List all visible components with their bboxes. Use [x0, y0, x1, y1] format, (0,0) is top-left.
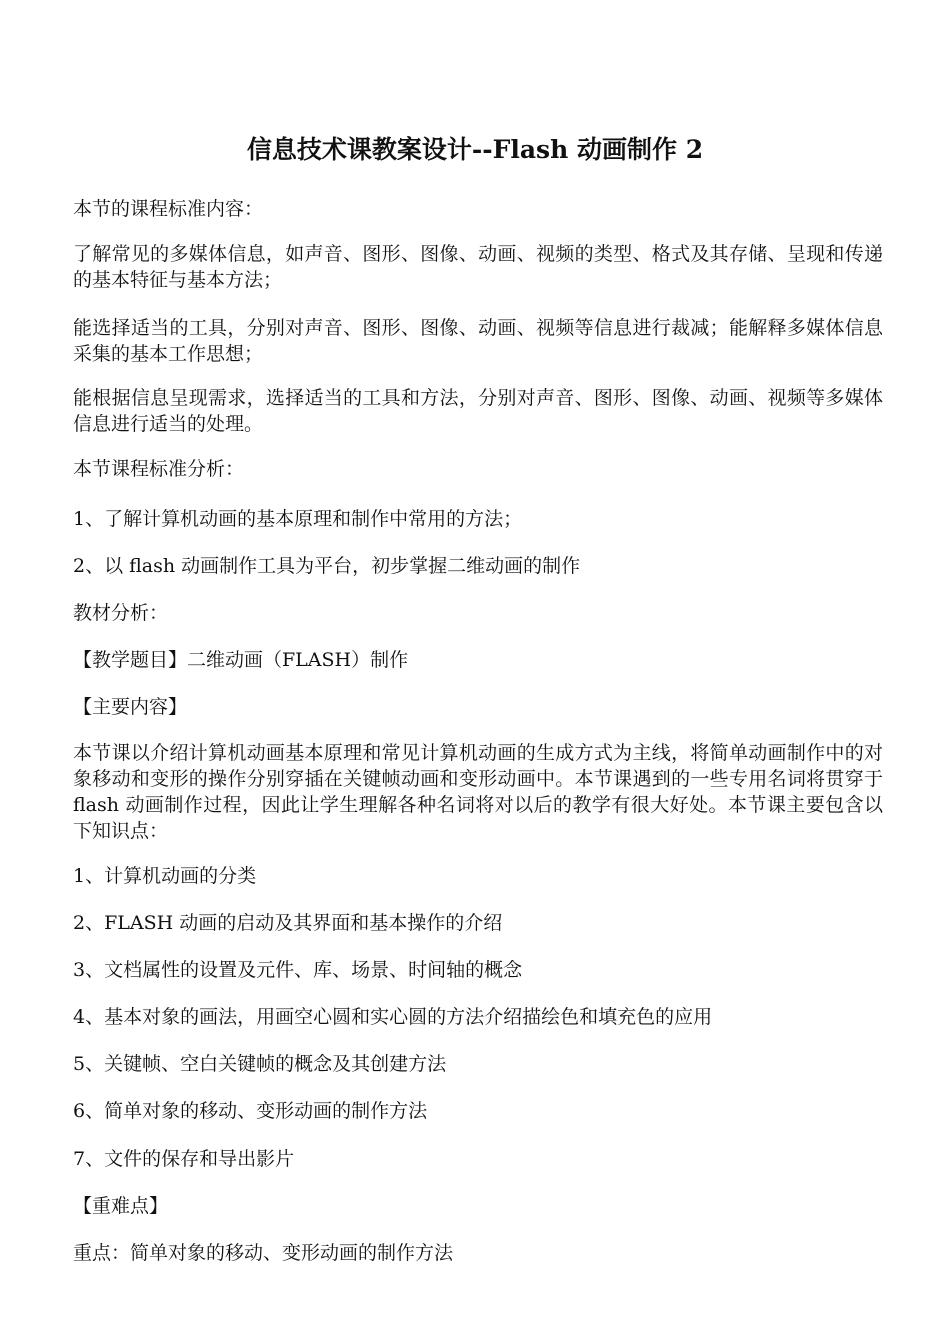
paragraph-standard-2: 能选择适当的工具，分别对声音、图形、图像、动画、视频等信息进行裁减；能解释多媒体信息采集的基本工作思想；: [73, 317, 883, 365]
list-item-6: 6、简单对象的移动、变形动画的制作方法: [73, 1100, 428, 1122]
list-item-7: 7、文件的保存和导出影片: [73, 1148, 295, 1170]
list-item-2: 2、FLASH 动画的启动及其界面和基本操作的介绍: [73, 912, 503, 934]
paragraph-main-content: 本节课以介绍计算机动画基本原理和常见计算机动画的生成方式为主线，将简单动画制作中的对象移动和变形的操作分别穿插在关键帧动画和变形动画中。本节课遇到的一些专用名词将贯穿于 flash 动画制作过程，因此让学生理解各种名词将对以后的教学有很大好处。本节课主要包含以下知识点：: [73, 742, 883, 842]
paragraph-analysis-1: 1、了解计算机动画的基本原理和制作中常用的方法；: [73, 508, 523, 530]
paragraph-analysis-heading: 本节课程标准分析：: [73, 458, 245, 480]
paragraph-analysis-2: 2、以 flash 动画制作工具为平台，初步掌握二维动画的制作: [73, 555, 581, 577]
paragraph-standard-1: 了解常见的多媒体信息，如声音、图形、图像、动画、视频的类型、格式及其存储、呈现和传递的基本特征与基本方法；: [73, 243, 883, 291]
list-item-3: 3、文档属性的设置及元件、库、场景、时间轴的概念: [73, 959, 523, 981]
paragraph-textbook-heading: 教材分析：: [73, 602, 169, 624]
paragraph-key-points-heading: 【重难点】: [73, 1195, 169, 1217]
list-item-5: 5、关键帧、空白关键帧的概念及其创建方法: [73, 1053, 447, 1075]
paragraph-teaching-topic: 【教学题目】二维动画（FLASH）制作: [73, 649, 409, 671]
paragraph-standard-3: 能根据信息呈现需求，选择适当的工具和方法，分别对声音、图形、图像、动画、视频等多媒体信息进行适当的处理。: [73, 387, 883, 435]
document-title: 信息技术课教案设计--Flash 动画制作 2: [246, 135, 704, 164]
paragraph-standard-heading: 本节的课程标准内容：: [73, 198, 264, 220]
paragraph-key-point: 重点：简单对象的移动、变形动画的制作方法: [73, 1242, 454, 1264]
paragraph-main-content-heading: 【主要内容】: [73, 696, 188, 718]
list-item-1: 1、计算机动画的分类: [73, 865, 257, 887]
list-item-4: 4、基本对象的画法，用画空心圆和实心圆的方法介绍描绘色和填充色的应用: [73, 1006, 713, 1028]
